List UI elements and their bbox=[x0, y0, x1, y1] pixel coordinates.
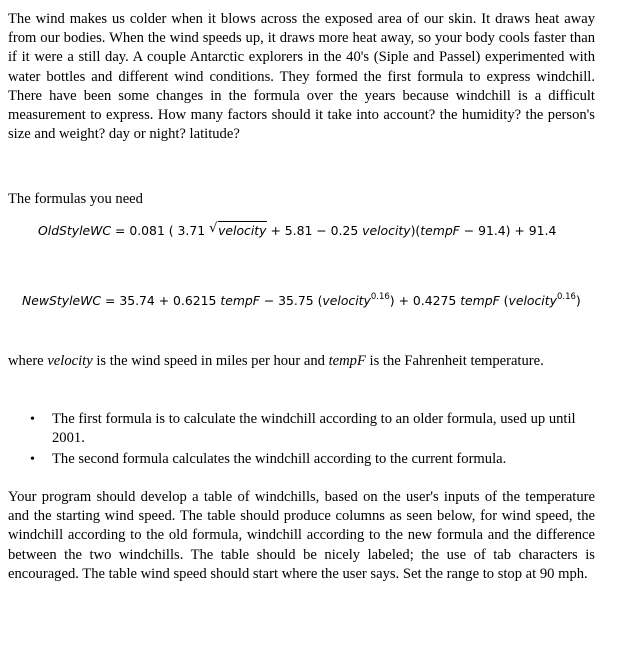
formula-new-part4: ( bbox=[499, 293, 509, 308]
formula-old-rest1: + 5.81 − 0.25 bbox=[266, 223, 363, 238]
bullet-text: The first formula is to calculate the windchill according to an older formula, used up until 2001. bbox=[52, 411, 576, 447]
list-item bbox=[8, 450, 582, 469]
formula-old-eq: = 0.081 ( 3.71 bbox=[111, 223, 210, 238]
formula-new-part3: ) + 0.4275 bbox=[389, 293, 461, 308]
old-style-formula bbox=[38, 222, 556, 240]
intro-paragraph: The wind makes us colder when it blows across the exposed area of our skin. It draws heat away from our bodies. When the wind speeds up, it draws more heat away, so your body cools faster than if it were a still day. A couple Antarctic explorers in the 40's (Siple and Passel) experimented with water bottles and different wind conditions. They formed the first formula to express windchill. There have been some changes in the formula over the years because windchill is a difficult measurement to express. How many factors should it take into account? the humidity? the person's size and weight? day or night? latitude? bbox=[8, 11, 595, 143]
sqrt-velocity: √ velocity bbox=[209, 221, 267, 238]
program-instructions: Your program should develop a table of windchills, based on the user's inputs of the temperature and the starting wind speed. The table should produce columns as seen below, for wind speed, the windchill according to the old formula, windchill according to the new formula and the difference between the two windchills. The table should be nicely labeled; the use of tab characters is encouraged. The table wind speed should start where the user says. Set the range to stop at 90 mph. bbox=[8, 489, 595, 582]
where-middle: is the wind speed in miles per hour and bbox=[92, 353, 329, 369]
formula-new-exp1: 0.16 bbox=[370, 292, 390, 302]
variable-definitions bbox=[8, 352, 595, 371]
bullet-icon: • bbox=[30, 452, 35, 468]
where-suffix: is the Fahrenheit temperature. bbox=[365, 353, 544, 369]
formula-bullet-list bbox=[8, 410, 595, 472]
where-prefix: where bbox=[8, 353, 48, 369]
formula-old-velocity: velocity bbox=[362, 223, 411, 238]
bullet-text: The second formula calculates the windchill according to the current formula. bbox=[52, 451, 507, 468]
list-item bbox=[8, 410, 582, 448]
formula-new-velocity1: velocity bbox=[322, 293, 371, 308]
formulas-heading: The formulas you need bbox=[8, 191, 143, 207]
formula-old-rest2: )( bbox=[410, 223, 421, 238]
formula-new-part2: − 35.75 ( bbox=[259, 293, 323, 308]
bullet-icon: • bbox=[30, 412, 35, 427]
where-tempF: tempF bbox=[328, 353, 366, 369]
formula-new-exp2: 0.16 bbox=[556, 292, 576, 302]
formula-old-lhs: OldStyleWC bbox=[38, 223, 112, 238]
formula-new-velocity2: velocity bbox=[508, 293, 557, 308]
formula-old-rest3: − 91.4) + 91.4 bbox=[459, 223, 557, 238]
where-velocity: velocity bbox=[47, 353, 93, 369]
formula-new-part1: = 35.74 + 0.6215 bbox=[101, 293, 221, 308]
formula-new-tempF2: tempF bbox=[460, 293, 500, 308]
formula-old-tempF: tempF bbox=[420, 223, 460, 238]
formula-new-tempF1: tempF bbox=[220, 293, 260, 308]
formula-old-sqrt-arg: velocity bbox=[218, 223, 267, 238]
formula-new-part5: ) bbox=[575, 293, 581, 308]
new-style-formula bbox=[22, 292, 581, 310]
formula-new-lhs: NewStyleWC bbox=[22, 293, 102, 308]
